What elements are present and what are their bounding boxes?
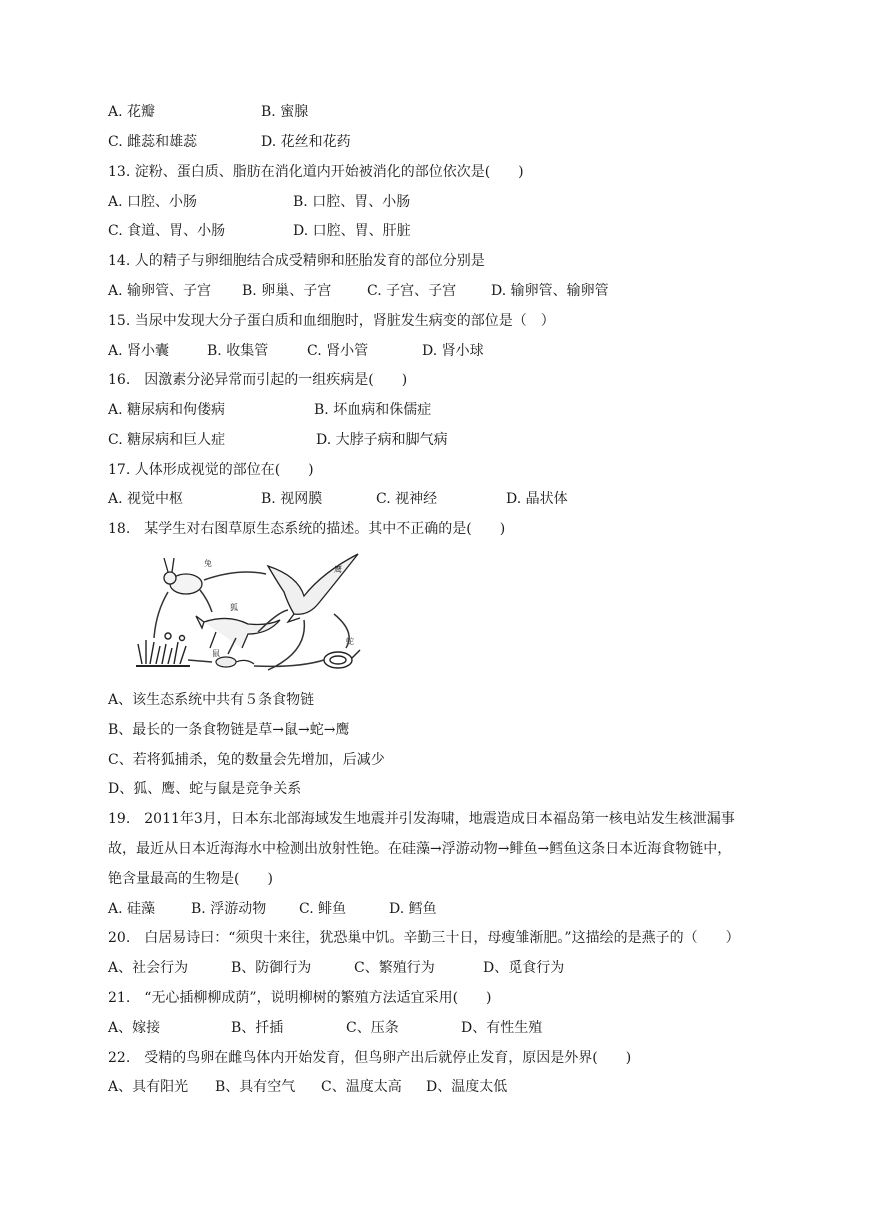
- q18-option-a: A、该生态系统中共有５条食物链: [108, 692, 315, 708]
- q18-stem: 18. 某学生对右图草原生态系统的描述。其中不正确的是( ): [108, 521, 506, 537]
- q22-option-b: B、具有空气: [215, 1079, 296, 1095]
- q17-option-b: B. 视网膜: [261, 491, 323, 507]
- q16-option-c: C. 糖尿病和巨人症: [108, 432, 226, 448]
- label-rabbit: 兔: [204, 559, 212, 568]
- q17-option-a: A. 视觉中枢: [108, 491, 184, 507]
- q21-option-a: A、嫁接: [108, 1020, 161, 1036]
- label-snake: 蛇: [346, 637, 354, 646]
- q22-option-d: D、温度太低: [426, 1079, 508, 1095]
- q13-option-c: C. 食道、胃、小肠: [108, 223, 226, 239]
- q15-option-b: B. 收集管: [207, 343, 269, 359]
- q12-option-a: A. 花瓣: [108, 104, 156, 120]
- q15-stem: 15. 当尿中发现大分子蛋白质和血细胞时，肾脏发生病变的部位是（ ）: [108, 313, 555, 329]
- q18-option-c: C、若将狐捕杀，兔的数量会先增加，后减少: [108, 752, 385, 768]
- label-fox: 狐: [230, 603, 238, 612]
- q15-option-d: D. 肾小球: [422, 343, 484, 359]
- q13-option-a: A. 口腔、小肠: [108, 194, 198, 210]
- q21-stem: 21. “无心插柳柳成荫”，说明柳树的繁殖方法适宜采用( ): [108, 990, 492, 1006]
- q20-option-b: B、防御行为: [231, 960, 312, 976]
- q13-option-b: B. 口腔、胃、小肠: [293, 194, 411, 210]
- q19-option-d: D. 鳕鱼: [389, 901, 437, 917]
- q17-stem: 17. 人体形成视觉的部位在( ): [108, 462, 314, 478]
- q21-option-b: B、扦插: [231, 1020, 284, 1036]
- q16-stem: 16. 因激素分泌异常而引起的一组疾病是( ): [108, 372, 408, 388]
- q17-option-d: D. 晶状体: [506, 491, 568, 507]
- q20-option-c: C、繁殖行为: [354, 960, 435, 976]
- q12-option-b: B. 蜜腺: [261, 104, 309, 120]
- q22-option-c: C、温度太高: [321, 1079, 402, 1095]
- q20-stem: 20. 白居易诗曰：“须臾十来往，犹恐巢中饥。辛勤三十日，母瘦雏渐肥。”这描绘的是燕子的（ ）: [108, 930, 740, 946]
- q14-option-b: B. 卵巢、子宫: [242, 283, 332, 299]
- q19-stem-line3: 铯含量最高的生物是( ): [108, 871, 273, 887]
- q18-option-d: D、狐、鹰、蛇与鼠是竞争关系: [108, 781, 302, 797]
- q21-option-d: D、有性生殖: [461, 1020, 543, 1036]
- label-mouse: 鼠: [212, 649, 220, 658]
- q21-option-c: C、压条: [346, 1020, 399, 1036]
- q12-option-d: D. 花丝和花药: [261, 134, 351, 150]
- q13-option-d: D. 口腔、胃、肝脏: [293, 223, 411, 239]
- q19-option-b: B. 浮游动物: [191, 901, 267, 917]
- q22-stem: 22. 受精的鸟卵在雌鸟体内开始发育，但鸟卵产出后就停止发育，原因是外界( ): [108, 1050, 632, 1066]
- q19-stem-line2: 故，最近从日本近海海水中检测出放射性铯。在硅藻→浮游动物→鲱鱼→鳕鱼这条日本近海食物链中，: [108, 841, 732, 857]
- q15-option-a: A. 肾小囊: [108, 343, 170, 359]
- q14-stem: 14. 人的精子与卵细胞结合成受精卵和胚胎发育的部位分别是: [108, 253, 485, 269]
- q16-option-a: A. 糖尿病和佝偻病: [108, 402, 226, 418]
- q19-option-c: C. 鲱鱼: [299, 901, 347, 917]
- q18-option-b: B、最长的一条食物链是草→鼠→蛇→鹰: [108, 722, 350, 738]
- q19-option-a: A. 硅藻: [108, 901, 156, 917]
- q14-option-c: C. 子宫、子宫: [367, 283, 457, 299]
- q15-option-c: C. 肾小管: [307, 343, 369, 359]
- q12-option-c: C. 雌蕊和雄蕊: [108, 134, 198, 150]
- q17-option-c: C. 视神经: [376, 491, 438, 507]
- q22-option-a: A、具有阳光: [108, 1079, 189, 1095]
- label-eagle: 鹰: [334, 565, 342, 574]
- q16-option-b: B. 坏血病和侏儒症: [314, 402, 432, 418]
- q16-option-d: D. 大脖子病和脚气病: [316, 432, 448, 448]
- q20-option-a: A、社会行为: [108, 960, 189, 976]
- q14-option-a: A. 输卵管、子宫: [108, 283, 212, 299]
- q20-option-d: D、觅食行为: [483, 960, 565, 976]
- food-web-figure: [108, 552, 384, 674]
- q13-stem: 13. 淀粉、蛋白质、脂肪在消化道内开始被消化的部位依次是( ): [108, 164, 524, 180]
- q14-option-d: D. 输卵管、输卵管: [491, 283, 609, 299]
- q19-stem-line1: 19. 2011年3月，日本东北部海域发生地震并引发海啸，地震造成日本福岛第一核电站发生核泄漏事: [108, 811, 735, 827]
